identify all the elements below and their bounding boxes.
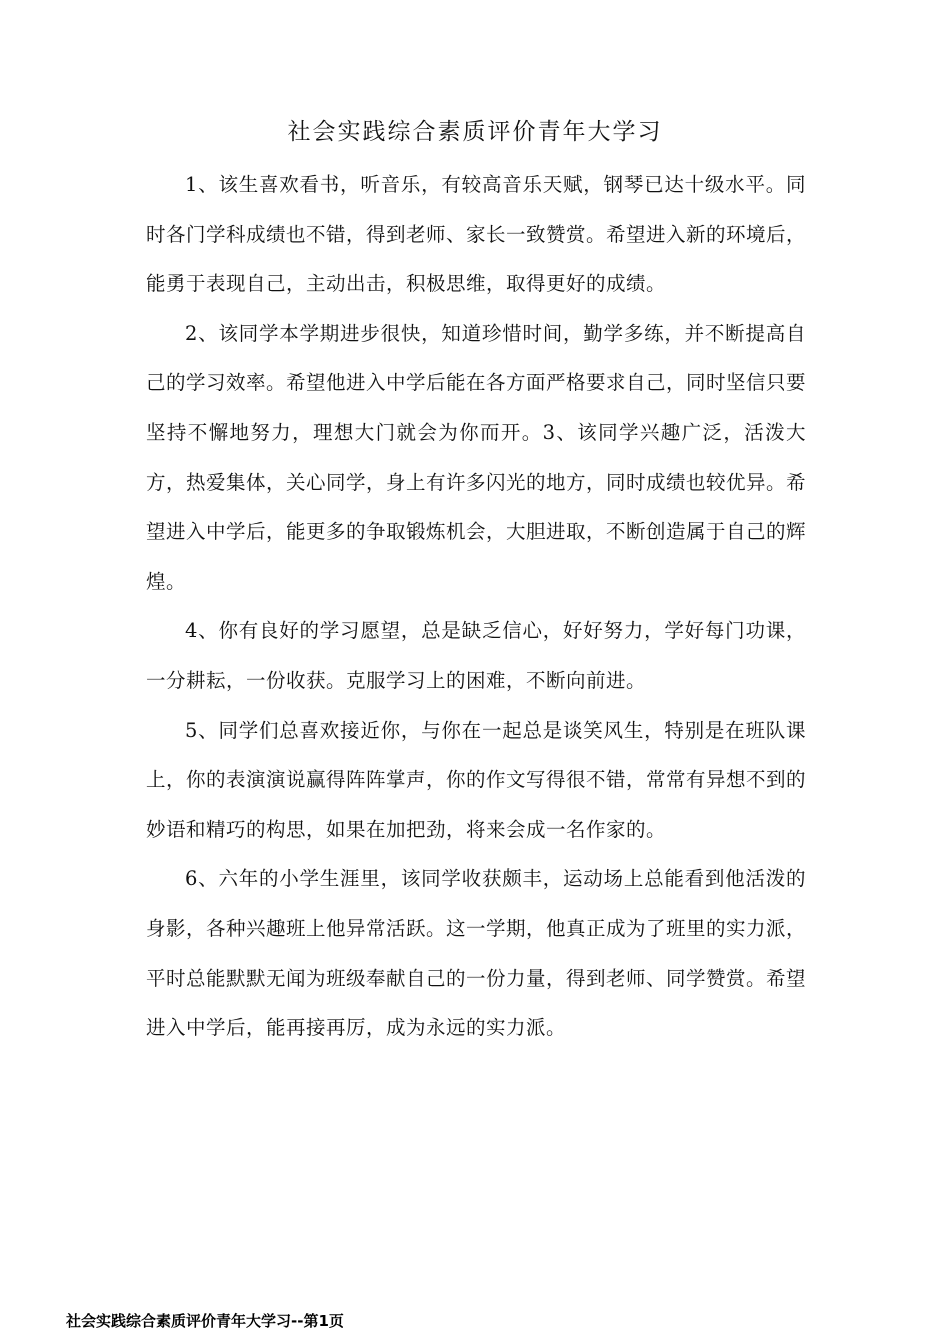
document-title: 社会实践综合素质评价青年大学习 <box>287 119 663 145</box>
document-body <box>146 160 806 1053</box>
paragraph-2: 2、该同学本学期进步很快，知道珍惜时间，勤学多练，并不断提高自己的学习效率。希望他进入中学后能在各方面严格要求自己，同时坚信只要坚持不懈地努力，理想大门就会为你而开。3、该同学兴趣广泛，活泼大方，热爱集体，关心同学，身上有许多闪光的地方，同时成绩也较优异。希望进入中学后，能更多的争取锻炼机会，大胆进取，不断创造属于自己的辉煌。 <box>146 321 807 593</box>
paragraph-1: 1、该生喜欢看书，听音乐，有较高音乐天赋，钢琴已达十级水平。同时各门学科成绩也不错，得到老师、家长一致赞赏。希望进入新的环境后，能勇于表现自己，主动出击，积极思维，取得更好的成绩。 <box>146 173 807 296</box>
paragraph-4: 5、同学们总喜欢接近你，与你在一起总是谈笑风生，特别是在班队课上，你的表演演说赢得阵阵掌声，你的作文写得很不错，常常有异想不到的妙语和精巧的构思，如果在加把劲，将来会成一名作家的。 <box>146 718 807 841</box>
paragraph-3: 4、你有良好的学习愿望，总是缺乏信心，好好努力，学好每门功课，一分耕耘，一份收获。克服学习上的困难，不断向前进。 <box>146 619 806 692</box>
page-footer: 社会实践综合素质评价青年大学习--第1页 <box>66 1312 344 1330</box>
paragraph-5: 6、六年的小学生涯里，该同学收获颇丰，运动场上总能看到他活泼的身影，各种兴趣班上他异常活跃。这一学期，他真正成为了班里的实力派，平时总能默默无闻为班级奉献自己的一份力量，得到老师、同学赞赏。希望进入中学后，能再接再厉，成为永远的实力派。 <box>146 867 807 1040</box>
